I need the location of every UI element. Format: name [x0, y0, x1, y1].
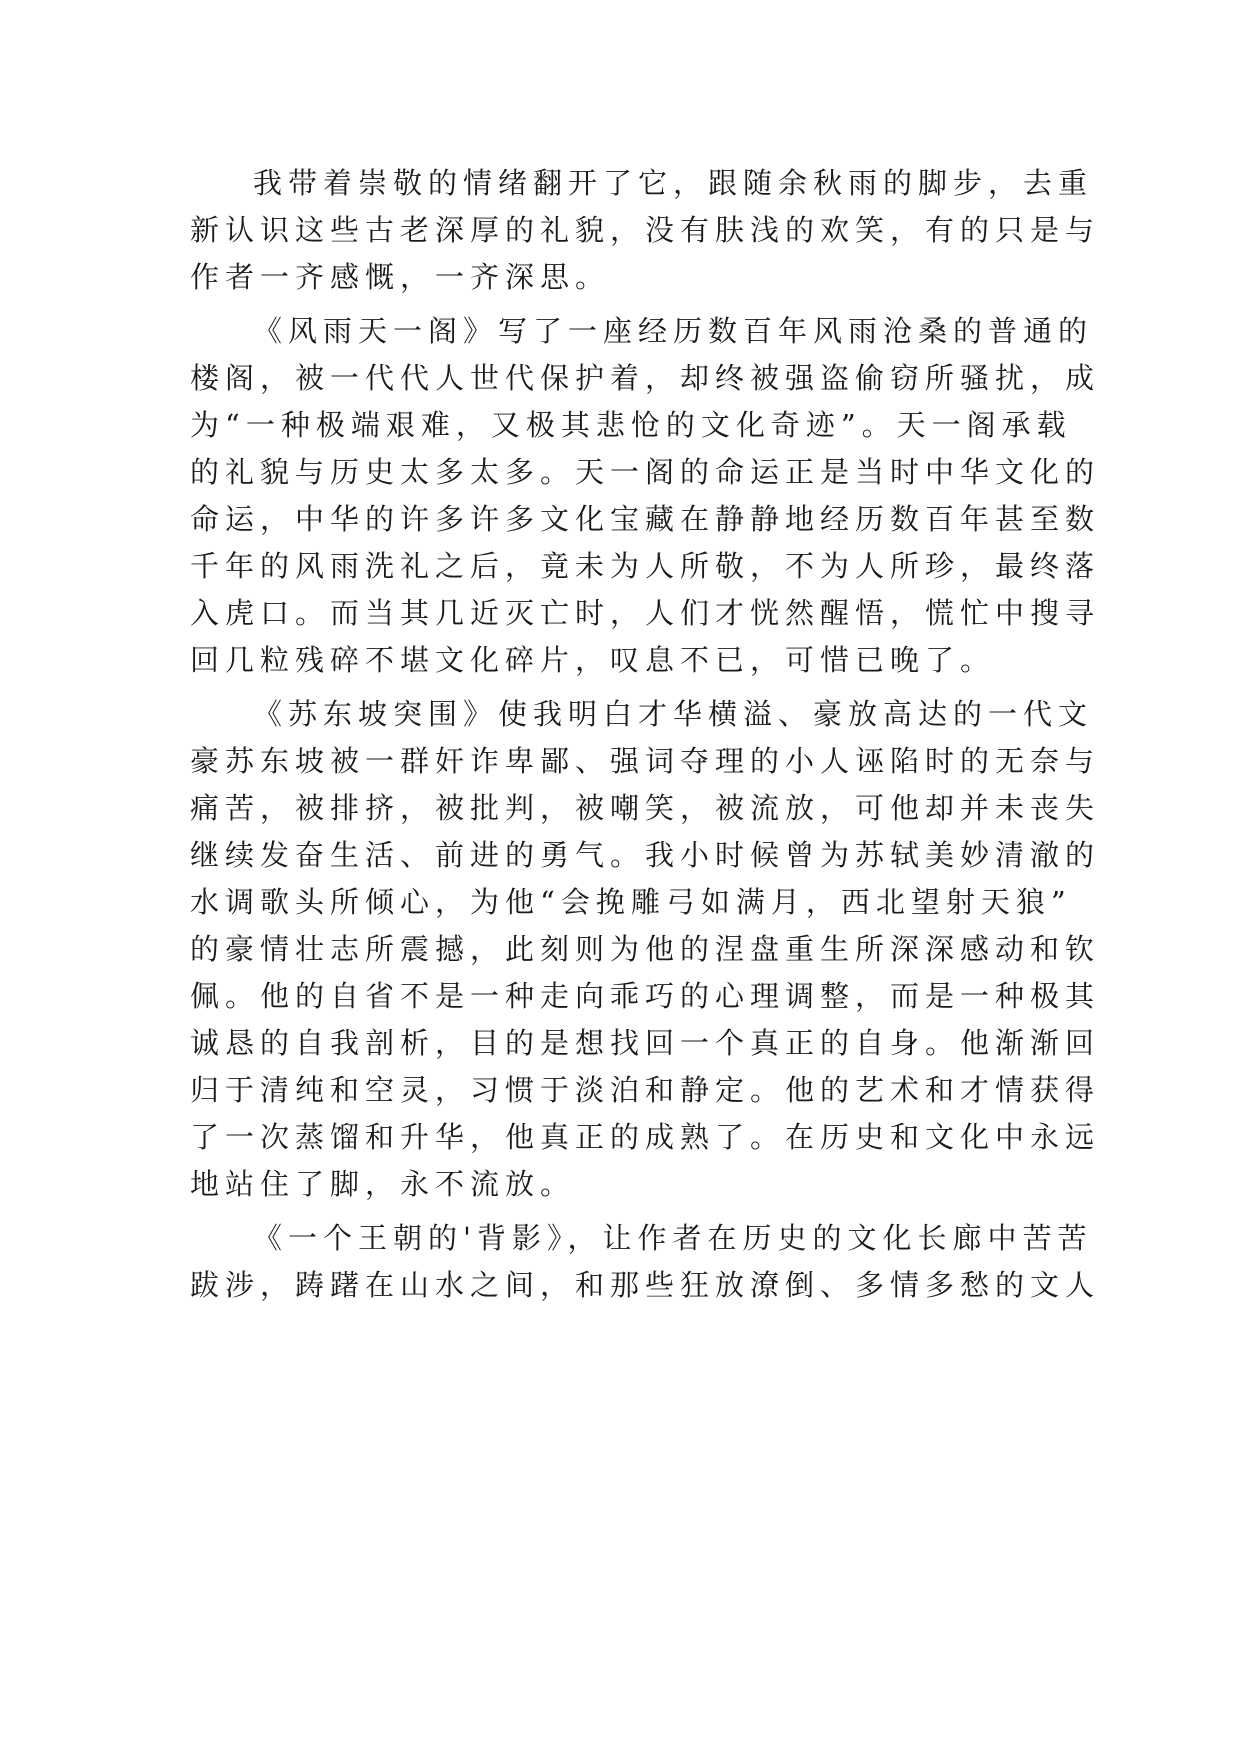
text-line: 痛苦，被排挤，被批判，被嘲笑，被流放，可他却并未丧失 — [190, 791, 1101, 825]
text-line: 入虎口。而当其几近灭亡时，人们才恍然醒悟，慌忙中搜寻 — [190, 596, 1101, 630]
text-line: 地站住了脚，永不流放。 — [190, 1167, 576, 1201]
text-line: 命运，中华的许多许多文化宝藏在静静地经历数百年甚至数 — [190, 502, 1101, 536]
text-line: 的礼貌与历史太多太多。天一阁的命运正是当时中华文化的 — [190, 455, 1101, 489]
text-line: 楼阁，被一代代人世代保护着，却终被强盗偷窃所骚扰，成 — [190, 361, 1101, 395]
text-line: 继续发奋生活、前进的勇气。我小时候曾为苏轼美妙清澈的 — [190, 838, 1101, 872]
paragraph — [190, 1215, 1101, 1309]
text-line: 《风雨天一阁》写了一座经历数百年风雨沧桑的普通的 — [253, 314, 1094, 348]
text-line: 千年的风雨洗礼之后，竟未为人所敬，不为人所珍，最终落 — [190, 549, 1101, 583]
text-line: 我带着崇敬的情绪翻开了它，跟随余秋雨的脚步，去重 — [253, 166, 1094, 200]
text-line: 归于清纯和空灵，习惯于淡泊和静定。他的艺术和才情获得 — [190, 1073, 1101, 1107]
text-line: 《一个王朝的'背影》，让作者在历史的文化长廊中苦苦 — [253, 1221, 1093, 1255]
paragraph — [190, 308, 1101, 684]
text-line: 《苏东坡突围》使我明白才华横溢、豪放高达的一代文 — [253, 697, 1094, 731]
text-line: 回几粒残碎不堪文化碎片，叹息不已，可惜已晚了。 — [190, 643, 996, 677]
text-line: 了一次蒸馏和升华，他真正的成熟了。在历史和文化中永远 — [190, 1120, 1101, 1154]
text-line: 水调歌头所倾心，为他“会挽雕弓如满月，西北望射天狼” — [190, 885, 1072, 919]
document-body — [190, 160, 1101, 1309]
text-line: 跋涉，踌躇在山水之间，和那些狂放潦倒、多情多愁的文人 — [190, 1268, 1101, 1302]
text-line: 豪苏东坡被一群奸诈卑鄙、强词夺理的小人诬陷时的无奈与 — [190, 744, 1101, 778]
text-line: 诚恳的自我剖析，目的是想找回一个真正的自身。他渐渐回 — [190, 1026, 1101, 1060]
text-line: 新认识这些古老深厚的礼貌，没有肤浅的欢笑，有的只是与 — [190, 213, 1101, 247]
text-line: 作者一齐感慨，一齐深思。 — [190, 260, 611, 294]
paragraph — [190, 160, 1101, 301]
text-line: 的豪情壮志所震撼，此刻则为他的涅盘重生所深深感动和钦 — [190, 932, 1101, 966]
text-line: 佩。他的自省不是一种走向乖巧的心理调整，而是一种极其 — [190, 979, 1101, 1013]
paragraph — [190, 691, 1101, 1208]
text-line: 为“一种极端艰难，又极其悲怆的文化奇迹”。天一阁承载 — [190, 408, 1072, 442]
